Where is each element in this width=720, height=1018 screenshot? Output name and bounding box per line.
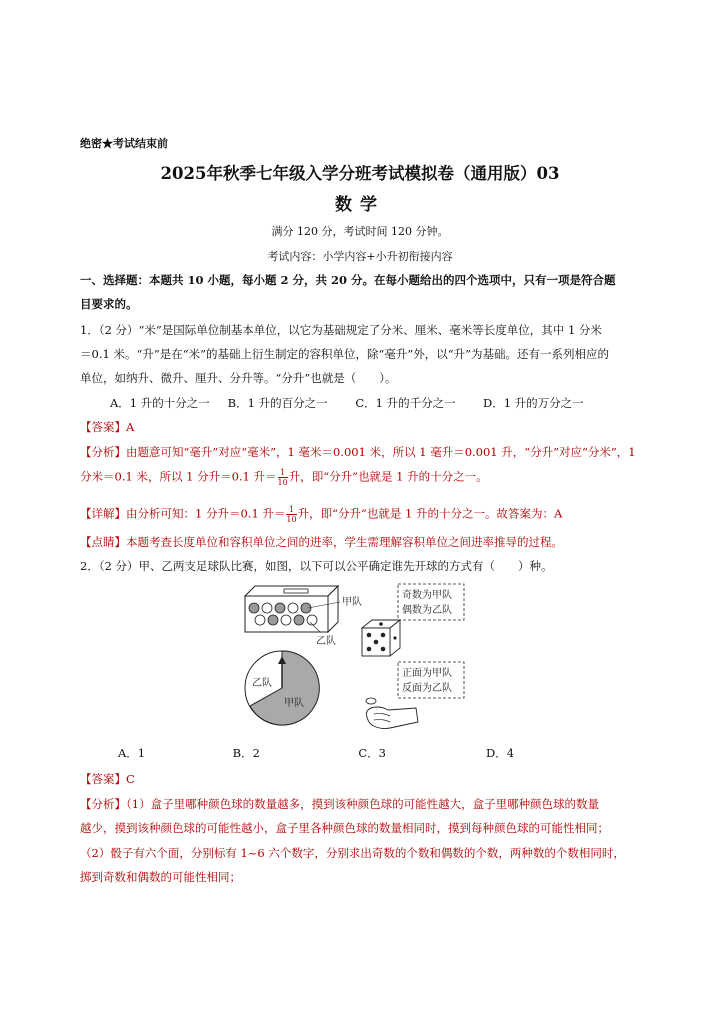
answer-value: C — [126, 772, 135, 786]
analysis-text: 升，即“分升”也就是 1 升的十分之一。 — [288, 469, 488, 484]
answer-tag: 【答案】 — [80, 420, 126, 434]
fraction-denominator: 10 — [286, 515, 297, 524]
q1-analysis-line2 — [80, 468, 640, 487]
coin-toss-hand-icon — [366, 698, 418, 729]
q1-line1: 1．（2 分）“米”是国际单位制基本单位，以它为基础规定了分米、厘米、毫米等长度单位，其中 1 分米 — [80, 323, 602, 337]
fraction-one-tenth — [286, 505, 296, 524]
q1-option-c: C．1 升的千分之一 — [355, 396, 456, 410]
coin-note-line1: 正面为甲队 — [402, 668, 452, 679]
analysis-text: （1）盒子里哪种颜色球的数量越多，摸到该种颜色球的可能性越大，盒子里哪种颜色球的数量 — [126, 797, 600, 811]
dice-note-line2: 偶数为乙队 — [402, 605, 452, 616]
coin-note-line2: 反面为乙队 — [402, 683, 452, 694]
probability-figure — [240, 580, 480, 735]
detail-text: 升，即“分升”也就是 1 升的十分之一。故答案为：A — [297, 506, 563, 521]
q2-options — [118, 745, 678, 761]
analysis-text: 分米＝0.1 米，所以 1 分升＝0.1 升＝ — [80, 469, 277, 484]
box-label-jia: 甲队 — [342, 597, 362, 608]
point-text: 本题考查长度单位和容积单位之间的进率，学生需理解容积单位之间进率推导的过程。 — [126, 535, 563, 549]
section-heading-line1: 一、选择题：本题共 10 小题，每小题 2 分，共 20 分。在每小题给出的四个选项中，只有一项是符合题 — [80, 273, 616, 287]
answer-value: A — [126, 420, 135, 434]
dice-icon — [362, 620, 400, 656]
analysis-text: 由题意可知“毫升”对应“毫米”，1 毫米＝0.001 米，所以 1 毫升＝0.001 升，“分升”对应“分米”，1 — [126, 445, 636, 459]
section-heading-line2: 目要求的。 — [80, 297, 138, 311]
detail-tag: 【详解】 — [80, 506, 126, 521]
q2-analysis-line4: 掷到奇数和偶数的可能性相同； — [80, 870, 241, 884]
detail-text: 由分析可知：1 分升＝0.1 升＝ — [126, 506, 286, 521]
q2-answer — [80, 771, 640, 787]
q2-analysis-line1 — [80, 796, 640, 812]
q2-option-b: B．2 — [232, 746, 260, 760]
q2-option-a: A．1 — [118, 746, 146, 760]
q1-detail — [80, 505, 640, 524]
exam-content-info: 考试内容：小学内容+小升初衔接内容 — [267, 250, 453, 263]
fraction-denominator: 10 — [277, 478, 288, 487]
dice-note-line1: 奇数为甲队 — [402, 590, 452, 601]
fraction-one-tenth — [278, 468, 288, 487]
q2-option-c: C．3 — [358, 746, 386, 760]
spinner-label-yi: 乙队 — [252, 678, 272, 689]
q1-line3: 单位，如纳升、微升、厘升、分升等。“分升”也就是（ ）。 — [80, 371, 397, 385]
q1-option-a: A．1 升的十分之一 — [110, 396, 210, 410]
q1-option-b: B．1 升的百分之一 — [227, 396, 328, 410]
point-tag: 【点睛】 — [80, 535, 126, 549]
answer-tag: 【答案】 — [80, 772, 126, 786]
fraction-numerator: 1 — [286, 505, 296, 515]
score-time-info: 满分 120 分，考试时间 120 分钟。 — [271, 225, 449, 238]
q2-analysis-line2: 越少，摸到该种颜色球的可能性越小，盒子里各种颜色球的数量相同时，摸到每种颜色球的可能性相同； — [80, 821, 609, 835]
q1-answer — [80, 419, 640, 435]
q1-option-d: D．1 升的万分之一 — [482, 396, 584, 410]
confidential-label: 绝密★考试结束前 — [80, 137, 168, 150]
q1-analysis-line1 — [80, 444, 640, 460]
analysis-tag: 【分析】 — [80, 445, 126, 459]
q2-option-d: D．4 — [485, 746, 515, 760]
q1-point — [80, 534, 640, 550]
spinner-label-jia: 甲队 — [284, 698, 304, 709]
subject-title: 数学 — [335, 195, 385, 215]
q2-line1: 2．（2 分）甲、乙两支足球队比赛，如图，以下可以公平确定谁先开球的方式有（ ）种。 — [80, 559, 553, 573]
analysis-tag: 【分析】 — [80, 797, 126, 811]
fraction-numerator: 1 — [278, 468, 288, 478]
q1-options — [110, 395, 670, 411]
q2-analysis-line3: （2）骰子有六个面，分别标有 1~6 六个数字，分别求出奇数的个数和偶数的个数，两种数的个数相同时， — [80, 846, 625, 860]
q1-line2: ＝0.1 米。“升”是在“米”的基础上衍生制定的容积单位，除“毫升”外，以“升”为基础。还有一系列相应的 — [80, 347, 609, 361]
page-title: 2025年秋季七年级入学分班考试模拟卷（通用版）03 — [160, 164, 560, 183]
box-label-yi: 乙队 — [316, 636, 336, 647]
ball-box-icon — [245, 586, 338, 632]
